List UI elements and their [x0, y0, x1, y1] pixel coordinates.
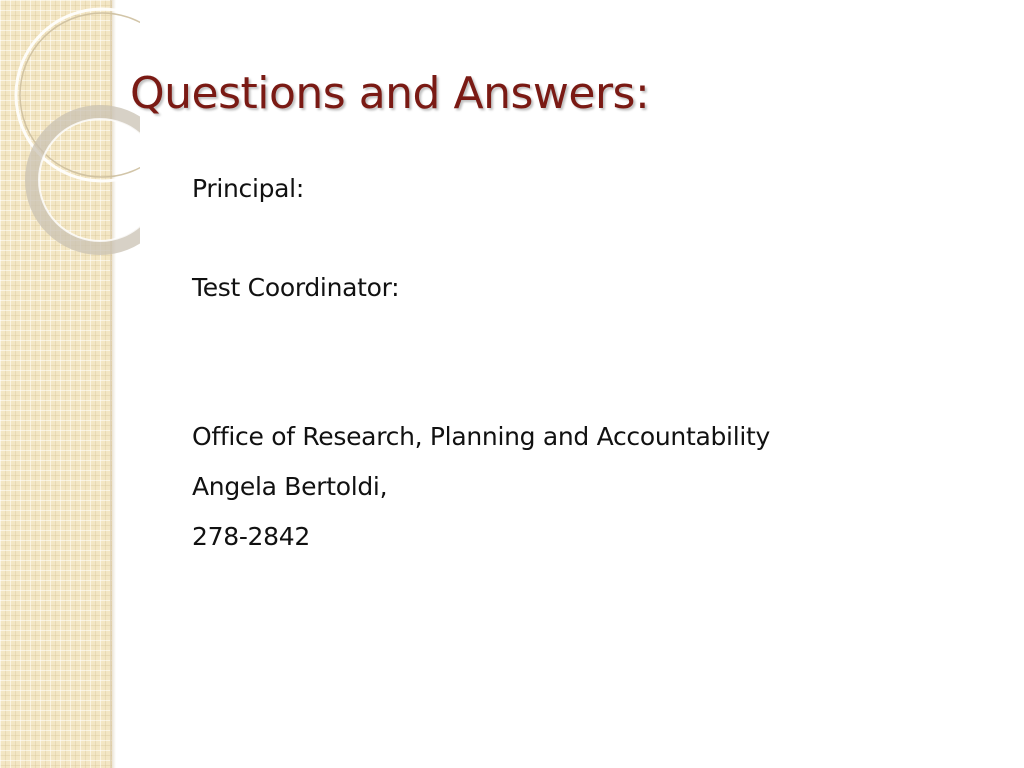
- principal-label: Principal:: [192, 174, 304, 203]
- decorative-rings-icon: [0, 0, 140, 260]
- contact-name: Angela Bertoldi,: [192, 472, 388, 501]
- slide-title: Questions and Answers:: [130, 68, 650, 119]
- contact-phone: 278-2842: [192, 522, 310, 551]
- test-coordinator-label: Test Coordinator:: [192, 273, 400, 302]
- office-name: Office of Research, Planning and Accountability: [192, 422, 770, 451]
